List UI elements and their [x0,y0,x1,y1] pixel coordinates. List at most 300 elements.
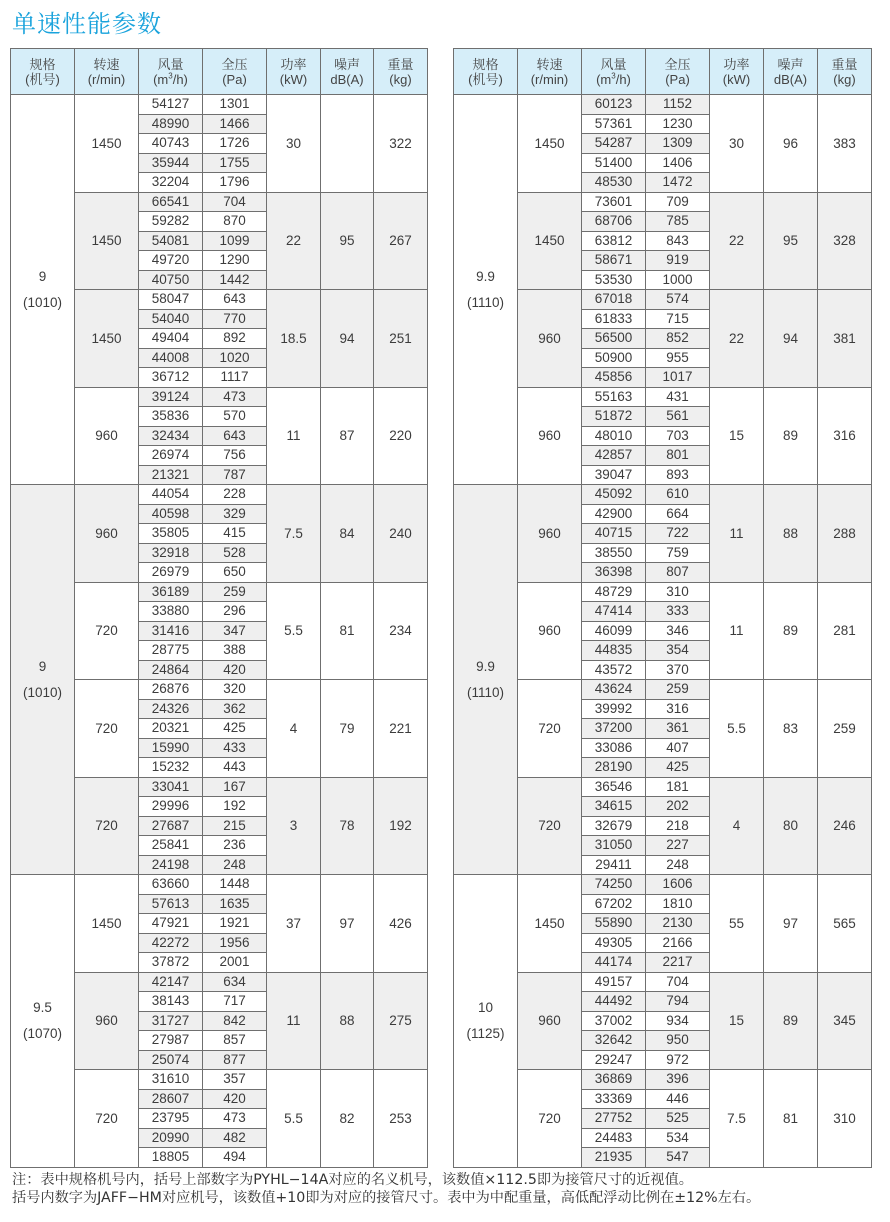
power-cell: 30 [710,95,764,193]
speed-cell: 1450 [518,95,582,193]
airflow-cell: 47921 [139,914,203,934]
noise-cell: 83 [764,680,818,778]
pressure-cell: 528 [203,543,267,563]
pressure-cell: 1635 [203,894,267,914]
power-cell: 15 [710,972,764,1070]
power-cell: 7.5 [267,485,321,583]
airflow-cell: 38550 [582,543,646,563]
noise-cell: 81 [764,1070,818,1168]
noise-cell: 89 [764,387,818,485]
airflow-cell: 54287 [582,134,646,154]
speed-cell: 960 [518,290,582,388]
airflow-cell: 35836 [139,407,203,427]
pressure-cell: 1000 [646,270,710,290]
airflow-cell: 26876 [139,680,203,700]
speed-cell: 720 [518,680,582,778]
weight-cell: 192 [374,777,428,875]
airflow-cell: 36189 [139,582,203,602]
airflow-cell: 59282 [139,212,203,232]
pressure-cell: 643 [203,426,267,446]
power-cell: 3 [267,777,321,875]
airflow-cell: 24483 [582,1128,646,1148]
speed-cell: 960 [75,485,139,583]
airflow-cell: 55890 [582,914,646,934]
weight-cell: 253 [374,1070,428,1168]
airflow-cell: 49305 [582,933,646,953]
airflow-cell: 36546 [582,777,646,797]
weight-cell: 322 [374,95,428,193]
model-cell [454,95,518,485]
pressure-cell: 296 [203,602,267,622]
airflow-cell: 28775 [139,641,203,661]
airflow-cell: 24326 [139,699,203,719]
airflow-cell: 32679 [582,816,646,836]
pressure-cell: 857 [203,1031,267,1051]
pressure-cell: 415 [203,524,267,544]
pressure-cell: 248 [646,855,710,875]
pressure-cell: 1290 [203,251,267,271]
airflow-cell: 44492 [582,992,646,1012]
airflow-cell: 39124 [139,387,203,407]
header-noise: 噪声 dB(A) [321,49,374,95]
footnote-line-1: 注：表中规格机号内，括号上部数字为PYHL−14A对应的名义机号，该数值×112.5即为接管尺寸的近视值。 [12,1172,693,1188]
airflow-cell: 32434 [139,426,203,446]
airflow-cell: 67202 [582,894,646,914]
power-cell: 4 [710,777,764,875]
noise-cell: 88 [764,485,818,583]
model-number: 9 [38,658,47,674]
noise-cell: 89 [764,582,818,680]
model-code: (1010) [22,684,63,700]
pressure-cell: 420 [203,660,267,680]
noise-cell: 96 [764,95,818,193]
speed-cell: 960 [518,582,582,680]
pressure-cell: 807 [646,563,710,583]
speed-cell: 960 [518,972,582,1070]
airflow-cell: 49157 [582,972,646,992]
speed-cell: 1450 [75,290,139,388]
noise-cell: 89 [764,972,818,1070]
airflow-cell: 57613 [139,894,203,914]
pressure-cell: 167 [203,777,267,797]
airflow-cell: 74250 [582,875,646,895]
model-code: (1110) [466,684,505,700]
pressure-cell: 473 [203,1109,267,1129]
airflow-cell: 31416 [139,621,203,641]
airflow-cell: 26979 [139,563,203,583]
pressure-cell: 192 [203,797,267,817]
pressure-cell: 794 [646,992,710,1012]
airflow-cell: 63660 [139,875,203,895]
airflow-cell: 49404 [139,329,203,349]
airflow-cell: 15232 [139,758,203,778]
airflow-cell: 31050 [582,836,646,856]
pressure-cell: 1810 [646,894,710,914]
airflow-cell: 29411 [582,855,646,875]
pressure-cell: 704 [646,972,710,992]
airflow-cell: 36869 [582,1070,646,1090]
header-airflow: 风量 $(m^3/h)$ [582,49,646,95]
airflow-cell: 42900 [582,504,646,524]
noise-cell: 94 [321,290,374,388]
pressure-cell: 570 [203,407,267,427]
airflow-cell: 20990 [139,1128,203,1148]
pressure-cell: 934 [646,1011,710,1031]
pressure-cell: 785 [646,212,710,232]
weight-cell: 381 [818,290,872,388]
pressure-cell: 870 [203,212,267,232]
pressure-cell: 425 [646,758,710,778]
airflow-cell: 73601 [582,192,646,212]
airflow-cell: 40743 [139,134,203,154]
speed-cell: 960 [518,387,582,485]
pressure-cell: 893 [646,465,710,485]
noise-cell: 78 [321,777,374,875]
header-pressure: 全压 (Pa) [203,49,267,95]
model-cell [11,875,75,1168]
model-number: 9.9 [476,268,495,284]
pressure-cell: 218 [646,816,710,836]
pressure-cell: 715 [646,309,710,329]
airflow-cell: 31727 [139,1011,203,1031]
weight-cell: 251 [374,290,428,388]
speed-cell: 720 [75,777,139,875]
noise-cell: 97 [764,875,818,973]
pressure-cell: 357 [203,1070,267,1090]
table-row [11,485,428,505]
airflow-cell: 37872 [139,953,203,973]
pressure-cell: 1796 [203,173,267,193]
model-number: 9.9 [476,658,495,674]
weight-cell: 240 [374,485,428,583]
pressure-cell: 248 [203,855,267,875]
airflow-cell: 27752 [582,1109,646,1129]
performance-table-left [10,48,428,1168]
power-cell: 11 [710,582,764,680]
airflow-cell: 35805 [139,524,203,544]
airflow-cell: 37200 [582,719,646,739]
power-cell: 30 [267,95,321,193]
airflow-cell: 67018 [582,290,646,310]
power-cell: 4 [267,680,321,778]
pressure-cell: 320 [203,680,267,700]
table-row [454,95,872,115]
speed-cell: 1450 [75,192,139,290]
pressure-cell: 310 [646,582,710,602]
pressure-cell: 473 [203,387,267,407]
pressure-cell: 801 [646,446,710,466]
pressure-cell: 2166 [646,933,710,953]
pressure-cell: 228 [203,485,267,505]
header-power: 功率 (kW) [710,49,764,95]
pressure-cell: 842 [203,1011,267,1031]
pressure-cell: 425 [203,719,267,739]
pressure-cell: 316 [646,699,710,719]
pressure-cell: 1117 [203,368,267,388]
header-speed: 转速 (r/min) [518,49,582,95]
pressure-cell: 643 [203,290,267,310]
pressure-cell: 1230 [646,114,710,134]
pressure-cell: 370 [646,660,710,680]
airflow-cell: 46099 [582,621,646,641]
pressure-cell: 1956 [203,933,267,953]
footnote [12,1171,760,1207]
power-cell: 11 [267,387,321,485]
power-cell: 7.5 [710,1070,764,1168]
airflow-cell: 32204 [139,173,203,193]
pressure-cell: 347 [203,621,267,641]
weight-cell: 426 [374,875,428,973]
airflow-cell: 15990 [139,738,203,758]
table-header [454,49,872,95]
pressure-cell: 561 [646,407,710,427]
speed-cell: 1450 [518,192,582,290]
airflow-cell: 54040 [139,309,203,329]
noise-cell: 84 [321,485,374,583]
model-code: (1070) [22,1025,63,1041]
pressure-cell: 259 [646,680,710,700]
header-airflow: 风量 $(m^3/h)$ [139,49,203,95]
speed-cell: 720 [75,1070,139,1168]
pressure-cell: 759 [646,543,710,563]
header-weight: 重量 (kg) [374,49,428,95]
airflow-cell: 53530 [582,270,646,290]
pressure-cell: 1448 [203,875,267,895]
footnote-line-2: 括号内数字为JAFF−HM对应机号，该数值+10即为对应的接管尺寸。表中为中配重量，高低配浮动比例在±12%左右。 [12,1190,761,1206]
pressure-cell: 703 [646,426,710,446]
airflow-cell: 28607 [139,1089,203,1109]
header-model: 规格 (机号) [454,49,518,95]
pressure-cell: 634 [203,972,267,992]
pressure-cell: 650 [203,563,267,583]
airflow-cell: 27687 [139,816,203,836]
power-cell: 37 [267,875,321,973]
pressure-cell: 407 [646,738,710,758]
pressure-cell: 722 [646,524,710,544]
airflow-cell: 48010 [582,426,646,446]
pressure-cell: 1442 [203,270,267,290]
header-model: 规格 (机号) [11,49,75,95]
airflow-cell: 43572 [582,660,646,680]
airflow-cell: 43624 [582,680,646,700]
pressure-cell: 843 [646,231,710,251]
pressure-cell: 1309 [646,134,710,154]
header-power: 功率 (kW) [267,49,321,95]
airflow-cell: 68706 [582,212,646,232]
airflow-cell: 36712 [139,368,203,388]
noise-cell: 79 [321,680,374,778]
pressure-cell: 433 [203,738,267,758]
pressure-cell: 494 [203,1148,267,1168]
airflow-cell: 33086 [582,738,646,758]
pressure-cell: 482 [203,1128,267,1148]
airflow-cell: 63812 [582,231,646,251]
weight-cell: 221 [374,680,428,778]
weight-cell: 328 [818,192,872,290]
noise-cell: 82 [321,1070,374,1168]
power-cell: 11 [267,972,321,1070]
pressure-cell: 852 [646,329,710,349]
airflow-cell: 36398 [582,563,646,583]
power-cell: 11 [710,485,764,583]
pressure-cell: 892 [203,329,267,349]
speed-cell: 720 [75,680,139,778]
model-cell [11,95,75,485]
airflow-cell: 37002 [582,1011,646,1031]
airflow-cell: 54081 [139,231,203,251]
pressure-cell: 2130 [646,914,710,934]
airflow-cell: 47414 [582,602,646,622]
pressure-cell: 955 [646,348,710,368]
weight-cell: 345 [818,972,872,1070]
airflow-cell: 32918 [139,543,203,563]
pressure-cell: 1152 [646,95,710,115]
model-number: 9.5 [33,999,52,1015]
power-cell: 18.5 [267,290,321,388]
pressure-cell: 443 [203,758,267,778]
speed-cell: 720 [518,1070,582,1168]
pressure-cell: 388 [203,641,267,661]
table-row [454,485,872,505]
pressure-cell: 950 [646,1031,710,1051]
power-cell: 5.5 [710,680,764,778]
airflow-cell: 57361 [582,114,646,134]
airflow-cell: 56500 [582,329,646,349]
airflow-cell: 25841 [139,836,203,856]
speed-cell: 720 [518,777,582,875]
airflow-cell: 26974 [139,446,203,466]
airflow-cell: 48530 [582,173,646,193]
airflow-cell: 44174 [582,953,646,973]
pressure-cell: 396 [646,1070,710,1090]
airflow-cell: 39047 [582,465,646,485]
pressure-cell: 1726 [203,134,267,154]
airflow-cell: 49720 [139,251,203,271]
airflow-cell: 28190 [582,758,646,778]
noise-cell: 88 [321,972,374,1070]
pressure-cell: 1466 [203,114,267,134]
noise-cell: 94 [764,290,818,388]
pressure-cell: 1472 [646,173,710,193]
pressure-cell: 756 [203,446,267,466]
noise-cell: 95 [764,192,818,290]
airflow-cell: 32642 [582,1031,646,1051]
power-cell: 22 [710,290,764,388]
pressure-cell: 1099 [203,231,267,251]
weight-cell: 267 [374,192,428,290]
speed-cell: 1450 [518,875,582,973]
pressure-cell: 446 [646,1089,710,1109]
airflow-cell: 24198 [139,855,203,875]
model-code: (1110) [466,294,505,310]
pressure-cell: 1921 [203,914,267,934]
airflow-cell: 42147 [139,972,203,992]
pressure-cell: 574 [646,290,710,310]
airflow-cell: 45092 [582,485,646,505]
airflow-cell: 33041 [139,777,203,797]
pressure-cell: 227 [646,836,710,856]
pressure-cell: 787 [203,465,267,485]
airflow-cell: 58047 [139,290,203,310]
pressure-cell: 202 [646,797,710,817]
airflow-cell: 33880 [139,602,203,622]
airflow-cell: 42857 [582,446,646,466]
weight-cell: 316 [818,387,872,485]
pressure-cell: 259 [203,582,267,602]
airflow-cell: 27987 [139,1031,203,1051]
noise-cell: 97 [321,875,374,973]
airflow-cell: 40598 [139,504,203,524]
header-weight: 重量 (kg) [818,49,872,95]
noise-cell: 81 [321,582,374,680]
power-cell: 55 [710,875,764,973]
weight-cell: 288 [818,485,872,583]
pressure-cell: 2001 [203,953,267,973]
pressure-cell: 770 [203,309,267,329]
weight-cell: 246 [818,777,872,875]
airflow-cell: 35944 [139,153,203,173]
power-cell: 15 [710,387,764,485]
pressure-cell: 717 [203,992,267,1012]
pressure-cell: 610 [646,485,710,505]
pressure-cell: 329 [203,504,267,524]
model-code: (1125) [466,1025,505,1041]
weight-cell: 275 [374,972,428,1070]
table-row [454,875,872,895]
model-number: 10 [477,999,494,1015]
speed-cell: 1450 [75,95,139,193]
pressure-cell: 1020 [203,348,267,368]
table-row [11,95,428,115]
model-cell [454,875,518,1168]
speed-cell: 960 [75,972,139,1070]
speed-cell: 960 [75,387,139,485]
power-cell: 22 [710,192,764,290]
airflow-cell: 29996 [139,797,203,817]
pressure-cell: 919 [646,251,710,271]
airflow-cell: 44008 [139,348,203,368]
airflow-cell: 21321 [139,465,203,485]
model-code: (1010) [22,294,63,310]
pressure-cell: 362 [203,699,267,719]
airflow-cell: 25074 [139,1050,203,1070]
airflow-cell: 50900 [582,348,646,368]
weight-cell: 220 [374,387,428,485]
airflow-cell: 44054 [139,485,203,505]
weight-cell: 259 [818,680,872,778]
airflow-cell: 60123 [582,95,646,115]
pressure-cell: 181 [646,777,710,797]
airflow-cell: 55163 [582,387,646,407]
airflow-cell: 40750 [139,270,203,290]
pressure-cell: 534 [646,1128,710,1148]
pressure-cell: 333 [646,602,710,622]
pressure-cell: 215 [203,816,267,836]
airflow-cell: 54127 [139,95,203,115]
pressure-cell: 709 [646,192,710,212]
performance-table-right [453,48,872,1168]
weight-cell: 565 [818,875,872,973]
power-cell: 22 [267,192,321,290]
noise-cell: 80 [764,777,818,875]
airflow-cell: 23795 [139,1109,203,1129]
noise-cell [321,95,374,193]
airflow-cell: 42272 [139,933,203,953]
speed-cell: 720 [75,582,139,680]
airflow-cell: 58671 [582,251,646,271]
airflow-cell: 38143 [139,992,203,1012]
airflow-cell: 48729 [582,582,646,602]
